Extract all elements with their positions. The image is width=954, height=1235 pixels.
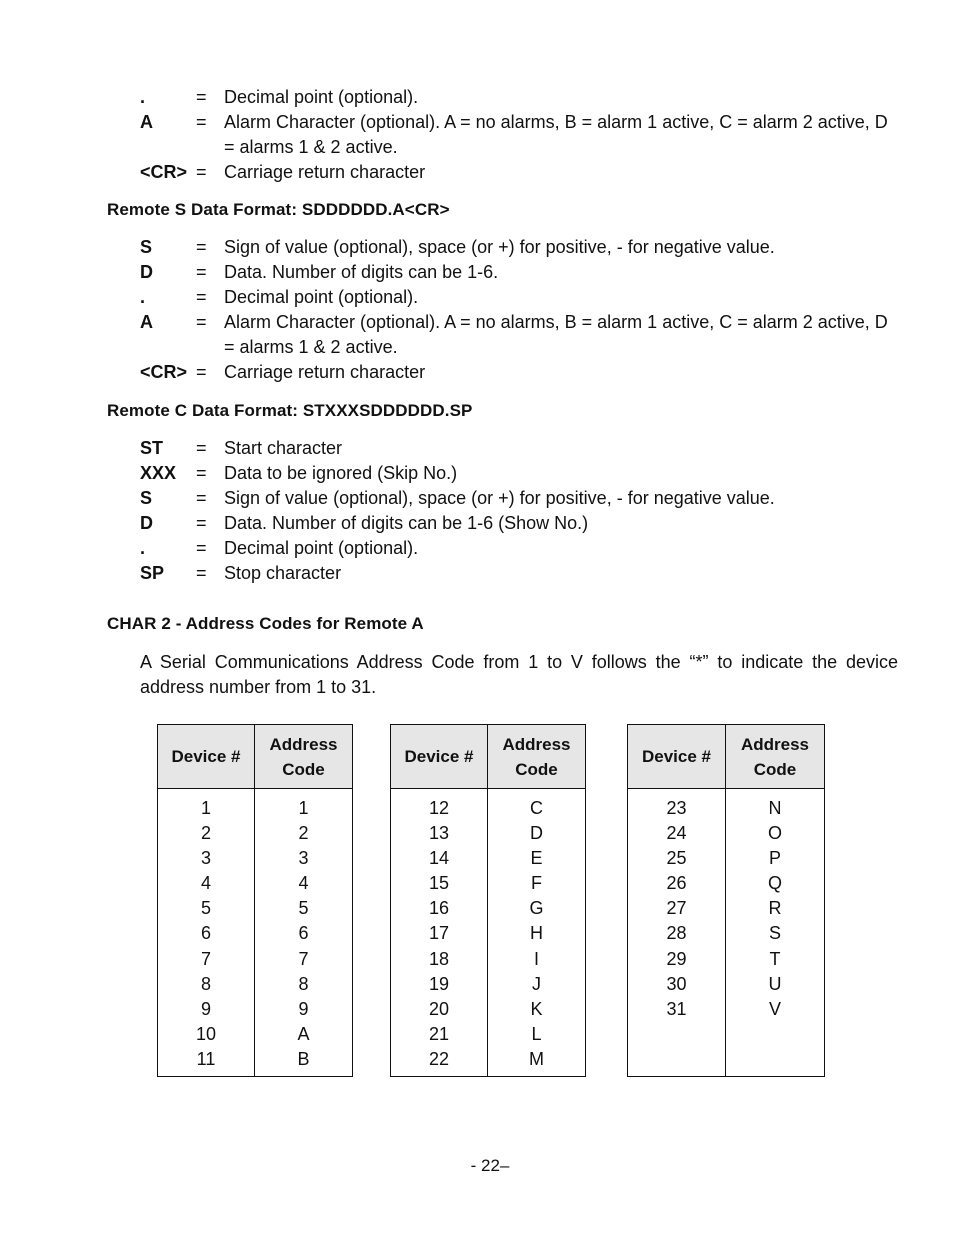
address-code-cell: 9 [298, 998, 309, 1019]
definition-symbol: SP [140, 563, 165, 583]
device-number-cell: 11 [196, 1048, 216, 1069]
definition-equals: = [196, 513, 207, 533]
definition-row [140, 561, 900, 586]
definition-row [140, 110, 900, 160]
address-code-column [255, 789, 352, 1076]
device-number-cell: 19 [428, 973, 450, 994]
device-column [391, 789, 488, 1076]
definition-equals: = [196, 312, 207, 332]
device-number-cell: 23 [666, 798, 687, 818]
definition-equals: = [196, 488, 207, 508]
address-code-cell: P [768, 848, 781, 869]
device-column [158, 789, 255, 1076]
device-number-cell: 22 [428, 1048, 450, 1069]
address-code-cell: O [767, 823, 782, 844]
remote-c-heading: Remote C Data Format: STXXXSDDDDDD.SP [107, 401, 473, 420]
definition-description: Alarm Character (optional). A = no alarms, B = alarm 1 active, C = alarm 2 active, D = alarms 1 & 2 active. [224, 112, 888, 157]
address-code-cell: 2 [298, 823, 309, 844]
table-header [391, 725, 585, 789]
definition-symbol: D [140, 513, 153, 533]
definition-row [140, 360, 900, 385]
address-code-cell: R [768, 898, 782, 919]
address-code-cell: J [532, 973, 541, 994]
definition-description: Alarm Character (optional). A = no alarms, B = alarm 1 active, C = alarm 2 active, D = alarms 1 & 2 active. [224, 312, 888, 357]
device-number-cell: 4 [200, 873, 211, 894]
device-header: Device # [628, 725, 726, 788]
definition-description: Start character [224, 438, 343, 458]
device-number-cell: 17 [428, 923, 450, 944]
device-number-cell: 8 [200, 973, 211, 994]
definition-description: Decimal point (optional). [224, 287, 419, 307]
address-code-cell: G [529, 898, 544, 919]
definition-row [140, 85, 900, 110]
device-number-cell: 9 [200, 998, 211, 1019]
table-body [158, 789, 352, 1076]
remote-s-definition-list [140, 235, 900, 385]
address-code-cell: 7 [298, 948, 309, 969]
definition-row [140, 436, 900, 461]
table-header [628, 725, 824, 789]
definition-description: Carriage return character [224, 162, 426, 182]
address-table-3 [627, 724, 825, 1077]
definition-equals: = [196, 287, 207, 307]
address-code-cell: 8 [298, 973, 309, 994]
address-code-header: Address Code [740, 734, 810, 779]
address-code-cell: 3 [298, 848, 309, 869]
device-number-cell: 6 [200, 923, 211, 944]
device-column [628, 789, 726, 1076]
device-number-cell: 3 [200, 848, 211, 869]
definition-description: Data. Number of digits can be 1-6. [224, 262, 499, 282]
definition-equals: = [196, 87, 207, 107]
definition-equals: = [196, 538, 207, 558]
address-code-cell: H [530, 923, 543, 944]
table-body [628, 789, 824, 1076]
address-code-cell: A [297, 1023, 310, 1044]
address-code-cell: 4 [298, 873, 309, 894]
definition-symbol: A [140, 312, 153, 332]
remote-c-definition-list [140, 436, 900, 586]
definition-symbol: . [140, 538, 146, 558]
address-code-cell: B [297, 1048, 310, 1069]
address-code-header: Address Code [269, 734, 338, 779]
device-number-cell: 20 [428, 998, 450, 1019]
device-number-cell: 16 [428, 898, 450, 919]
remote-s-heading: Remote S Data Format: SDDDDDD.A<CR> [107, 200, 450, 219]
definition-symbol: A [140, 112, 153, 132]
definition-equals: = [196, 362, 207, 382]
device-number-cell: 21 [428, 1023, 450, 1044]
definition-symbol: XXX [140, 463, 177, 483]
page-number: - 22– [470, 1156, 510, 1175]
definition-description: Carriage return character [224, 362, 426, 382]
definition-row [140, 536, 900, 561]
definition-symbol: S [140, 488, 153, 508]
address-code-column [726, 789, 824, 1076]
address-code-cell: I [533, 948, 539, 969]
address-code-cell: N [768, 798, 782, 818]
definition-equals: = [196, 237, 207, 257]
device-number-cell: 18 [428, 948, 450, 969]
device-number-cell: 25 [666, 848, 687, 869]
address-code-cell: D [530, 823, 543, 844]
definition-symbol: <CR> [140, 362, 188, 382]
device-number-cell: 7 [200, 948, 211, 969]
definition-symbol: . [140, 287, 146, 307]
definition-description: Decimal point (optional). [224, 538, 419, 558]
table-body [391, 789, 585, 1076]
definition-symbol: ST [140, 438, 164, 458]
definition-description: Sign of value (optional), space (or +) for positive, - for negative value. [224, 237, 775, 257]
top-definition-list [140, 85, 900, 185]
device-number-cell: 1 [200, 798, 211, 818]
device-number-cell: 28 [666, 923, 687, 944]
definition-description: Decimal point (optional). [224, 87, 419, 107]
definition-symbol: S [140, 237, 153, 257]
definition-row [140, 235, 900, 260]
definition-description: Sign of value (optional), space (or +) for positive, - for negative value. [224, 488, 775, 508]
definition-row [140, 310, 900, 360]
definition-equals: = [196, 262, 207, 282]
definition-row [140, 285, 900, 310]
device-number-cell: 31 [666, 998, 687, 1019]
definition-equals: = [196, 438, 207, 458]
address-table-1 [157, 724, 353, 1077]
table-header [158, 725, 352, 789]
definition-symbol: <CR> [140, 162, 188, 182]
address-code-cell: T [769, 948, 781, 969]
definition-row [140, 486, 900, 511]
address-code-cell: F [531, 873, 542, 894]
definition-row [140, 511, 900, 536]
device-number-cell: 5 [200, 898, 211, 919]
char2-paragraph: A Serial Communications Address Code from 1 to V follows the “*” to indicate the device address number from 1 to 31. [140, 652, 898, 697]
device-header: Device # [158, 725, 255, 788]
definition-row [140, 160, 900, 185]
address-code-cell: M [529, 1048, 544, 1069]
definition-description: Data. Number of digits can be 1-6 (Show No.) [224, 513, 589, 533]
device-number-cell: 26 [666, 873, 687, 894]
device-number-cell: 29 [666, 948, 687, 969]
definition-equals: = [196, 563, 207, 583]
device-number-cell: 30 [666, 973, 687, 994]
definition-equals: = [196, 463, 207, 483]
device-number-cell: 13 [428, 823, 450, 844]
address-code-cell: Q [767, 873, 782, 894]
address-code-cell: C [530, 798, 543, 818]
address-code-header: Address Code [502, 734, 571, 779]
device-number-cell: 14 [428, 848, 450, 869]
definition-symbol: . [140, 87, 146, 107]
definition-symbol: D [140, 262, 153, 282]
definition-row [140, 461, 900, 486]
address-code-cell: 5 [298, 898, 309, 919]
address-code-cell: 1 [298, 798, 309, 818]
device-number-cell: 12 [428, 798, 450, 818]
address-code-cell: L [531, 1023, 542, 1044]
device-number-cell: 15 [428, 873, 450, 894]
device-number-cell: 2 [200, 823, 211, 844]
device-number-cell: 10 [195, 1023, 217, 1044]
definition-equals: = [196, 162, 207, 182]
address-code-cell: E [530, 848, 543, 869]
device-header: Device # [391, 725, 488, 788]
definition-equals: = [196, 112, 207, 132]
definition-description: Data to be ignored (Skip No.) [224, 463, 458, 483]
address-code-cell: U [768, 973, 782, 994]
device-number-cell: 24 [666, 823, 687, 844]
definition-row [140, 260, 900, 285]
device-number-cell: 27 [666, 898, 687, 919]
char2-heading: CHAR 2 - Address Codes for Remote A [107, 614, 424, 633]
address-code-column [488, 789, 585, 1076]
address-code-cell: V [768, 998, 781, 1019]
definition-description: Stop character [224, 563, 342, 583]
address-code-cell: K [530, 998, 543, 1019]
address-code-cell: 6 [298, 923, 309, 944]
address-table-2 [390, 724, 586, 1077]
address-code-cell: S [768, 923, 781, 944]
